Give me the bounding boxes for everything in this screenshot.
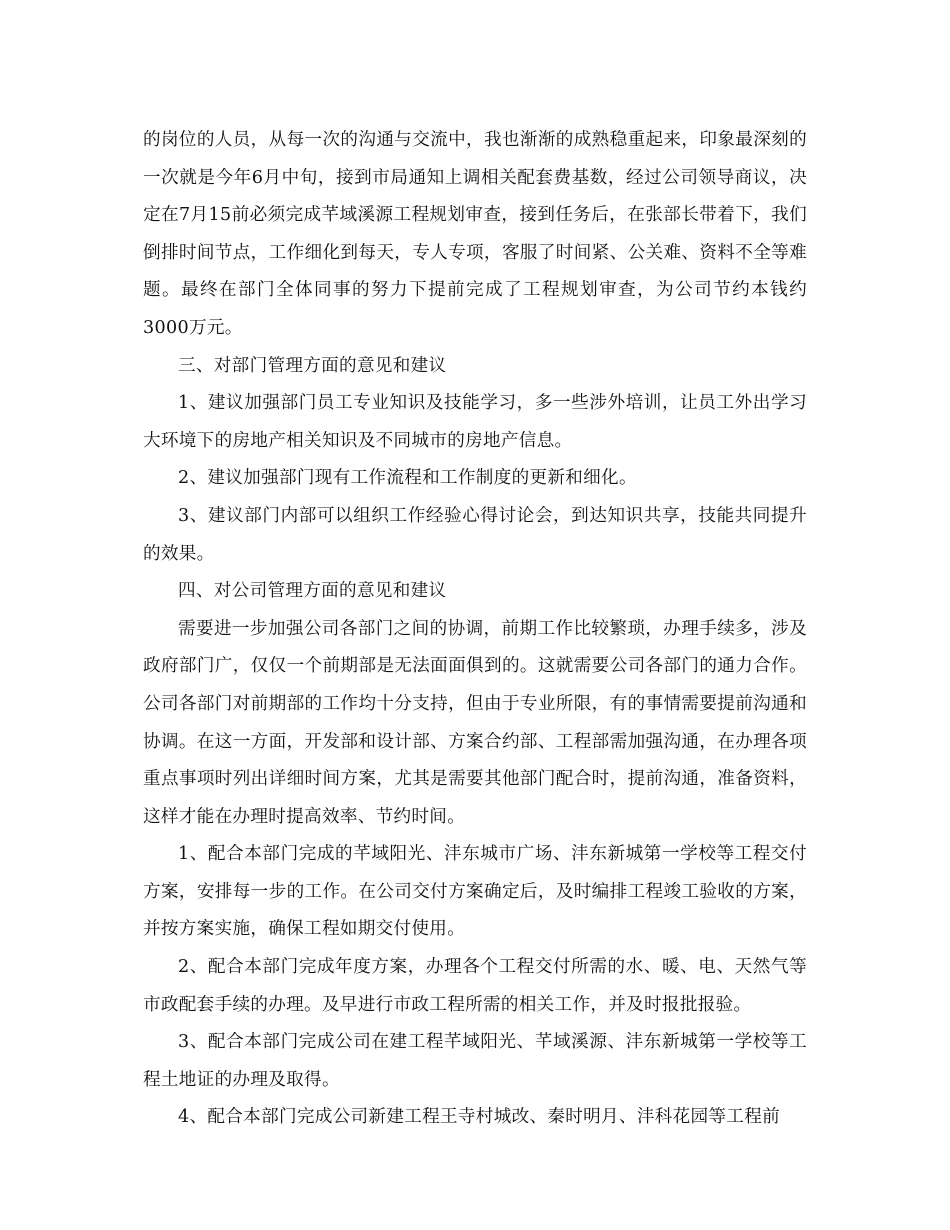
document-body (143, 122, 807, 1137)
list-item: 1、建议加强部门员工专业知识及技能学习，多一些涉外培训，让员工外出学习大环境下的房地产相关知识及不同城市的房地产信息。 (143, 393, 807, 451)
list-item: 2、配合本部门完成年度方案，办理各个工程交付所需的水、暖、电、天然气等市政配套手续的办理。及早进行市政工程所需的相关工作，并及时报批报验。 (143, 957, 807, 1015)
paragraph-continuation: 的岗位的人员，从每一次的沟通与交流中，我也渐渐的成熟稳重起来，印象最深刻的一次就是今年6月中旬，接到市局通知上调相关配套费基数，经过公司领导商议，决定在7月15前必须完成芊域溪源工程规划审查，接到任务后，在张部长带着下，我们倒排时间节点，工作细化到每天，专人专项，客服了时间紧、公关难、资料不全等难题。最终在部门全体同事的努力下提前完成了工程规划审查，为公司节约本钱约3000万元。 (143, 130, 807, 338)
list-item: 3、建议部门内部可以组织工作经验心得讨论会，到达知识共享，技能共同提升的效果。 (143, 505, 807, 564)
list-item: 1、配合本部门完成的芊域阳光、沣东城市广场、沣东新城第一学校等工程交付方案，安排每一步的工作。在公司交付方案确定后，及时编排工程竣工验收的方案，并按方案实施，确保工程如期交付使用。 (143, 844, 807, 940)
section-heading-company-suggestions: 四、对公司管理方面的意见和建议 (178, 581, 447, 602)
paragraph: 需要进一步加强公司各部门之间的协调，前期工作比较繁琐，办理手续多，涉及政府部门广，仅仅一个前期部是无法面面俱到的。这就需要公司各部门的通力合作。公司各部门对前期部的工作均十分支持，但由于专业所限，有的事情需要提前沟通和协调。在这一方面，开发部和设计部、方案合约部、工程部需加强沟通，在办理各项重点事项时列出详细时间方案，尤其是需要其他部门配合时，提前沟通，准备资料，这样才能在办理时提高效率、节约时间。 (143, 618, 807, 827)
section-heading-department-suggestions: 三、对部门管理方面的意见和建议 (178, 355, 447, 376)
list-item: 2、建议加强部门现有工作流程和工作制度的更新和细化。 (178, 468, 637, 489)
list-item: 4、配合本部门完成公司新建工程王寺村城改、秦时明月、沣科花园等工程前 (178, 1107, 780, 1128)
list-item: 3、配合本部门完成公司在建工程芊域阳光、芊域溪源、沣东新城第一学校等工程土地证的办理及取得。 (143, 1032, 807, 1090)
